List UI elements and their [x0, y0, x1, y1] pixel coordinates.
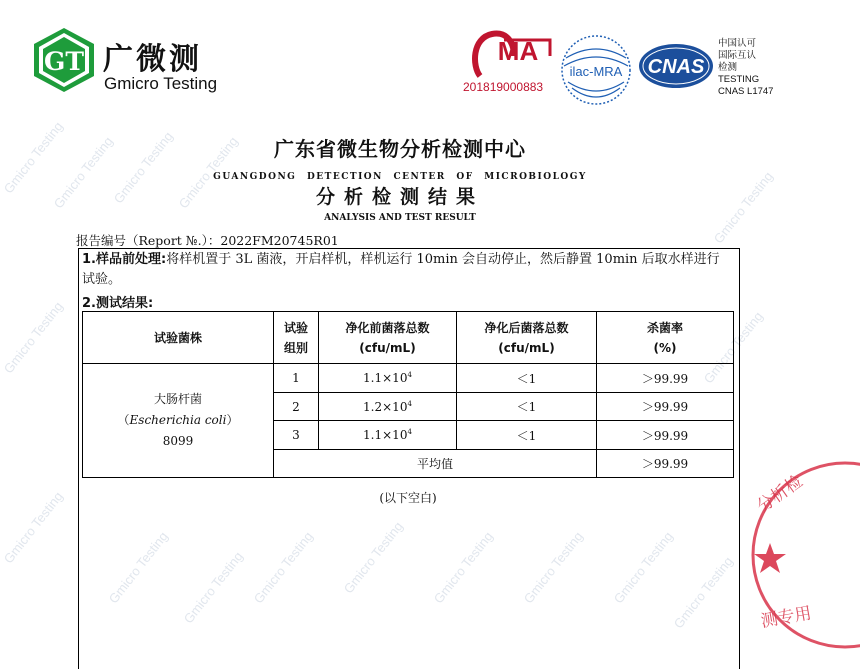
watermark-text: Gmicro Testing — [250, 528, 316, 607]
cnas-accreditation-text — [718, 38, 773, 98]
watermark-text: Gmicro Testing — [110, 128, 176, 207]
group-cell: 3 — [274, 421, 319, 450]
cnas-text: CNAS — [647, 56, 705, 78]
stamp-text-bottom: 测专用 — [759, 603, 814, 632]
logo-english-name: Gmicro Testing — [104, 74, 218, 93]
result-title-cn: 分析检测结果 — [315, 186, 484, 208]
section-results — [82, 292, 153, 311]
before-cell: $1.2\times 10^4$ — [319, 393, 457, 421]
watermark-text: Gmicro Testing — [180, 548, 246, 627]
ilac-mra-logo-icon — [556, 30, 636, 110]
watermark-text: Gmicro Testing — [520, 528, 586, 607]
gmicro-logo-icon — [30, 26, 98, 94]
watermark-text: Gmicro Testing — [710, 168, 776, 247]
cma-text: MA — [497, 36, 539, 66]
after-cell: ＜1 — [457, 393, 597, 421]
section2-heading: 2.测试结果: — [82, 296, 154, 311]
average-label: 平均值 — [274, 450, 597, 478]
watermark-text: Gmicro Testing — [50, 133, 116, 212]
watermark-text: Gmicro Testing — [700, 308, 766, 387]
watermark-text: Gmicro Testing — [340, 518, 406, 597]
watermark-text: Gmicro Testing — [670, 553, 736, 632]
results-table — [82, 311, 734, 478]
group-cell: 1 — [274, 364, 319, 393]
cnas-line: 国际互认 — [718, 50, 757, 61]
cnas-line: CNAS L1747 — [718, 86, 774, 97]
average-rate: ＞99.99 — [597, 450, 734, 478]
watermark-text: Gmicro Testing — [105, 528, 171, 607]
logo-mark-text: GT — [44, 47, 84, 76]
watermark-text: Gmicro Testing — [610, 528, 676, 607]
cnas-line: 检测 — [718, 62, 738, 73]
section-pretreatment — [82, 250, 732, 290]
result-title-en: ANALYSIS AND TEST RESULT — [324, 213, 476, 223]
before-cell: $1.1\times 10^4$ — [319, 421, 457, 450]
report-number: 报告编号（Report №.）：2022FM20745R01 — [76, 233, 339, 248]
cnas-line: TESTING — [718, 74, 760, 85]
header-group: 试验 组别 — [274, 312, 319, 364]
watermark-text: Gmicro Testing — [0, 118, 66, 197]
cnas-line: 中国认可 — [718, 38, 757, 49]
center-title-cn: 广东省微生物分析检测中心 — [274, 137, 526, 161]
official-seal-stamp — [740, 455, 860, 665]
center-title-en: GUANGDONG DETECTION CENTER OF MICROBIOLOGY — [213, 172, 587, 182]
table-row — [83, 364, 734, 393]
header-after: 净化后菌落总数 (cfu/mL) — [457, 312, 597, 364]
stamp-text-top: 分析检 — [753, 471, 807, 518]
before-cell: $1.1\times 10^4$ — [319, 364, 457, 393]
group-cell: 2 — [274, 393, 319, 421]
ilac-text: ilac-MRA — [569, 64, 623, 79]
rate-cell: ＞99.99 — [597, 393, 734, 421]
header-before: 净化前菌落总数 (cfu/mL) — [319, 312, 457, 364]
rate-cell: ＞99.99 — [597, 421, 734, 450]
section1-text: 将样机置于 3L 菌液，开启样机，样机运行 10min 会自动停止，然后静置 10min 后取水样进行试验。 — [82, 252, 720, 287]
cnas-logo-icon — [638, 38, 714, 94]
header-strain: 试验菌株 — [83, 312, 274, 364]
strain-latin: （Escherichia coli） — [117, 413, 239, 427]
strain-name: 大肠杆菌 — [153, 392, 202, 406]
logo-chinese-name: 广微测 — [103, 42, 202, 77]
watermark-text: Gmicro Testing — [430, 528, 496, 607]
header-rate: 杀菌率 (%) — [597, 312, 734, 364]
table-header-row — [83, 312, 734, 364]
section1-heading: 1.样品前处理: — [82, 252, 167, 267]
rate-cell: ＞99.99 — [597, 364, 734, 393]
watermark-text: Gmicro Testing — [175, 133, 241, 212]
cma-number: 201819000883 — [463, 80, 544, 94]
cma-logo-icon — [470, 26, 556, 86]
after-cell: ＜1 — [457, 364, 597, 393]
after-cell: ＜1 — [457, 421, 597, 450]
strain-cell — [83, 364, 274, 478]
strain-code: 8099 — [162, 434, 194, 448]
blank-note: (以下空白) — [379, 491, 437, 505]
watermark-text: Gmicro Testing — [0, 488, 66, 567]
watermark-text: Gmicro Testing — [0, 298, 66, 377]
